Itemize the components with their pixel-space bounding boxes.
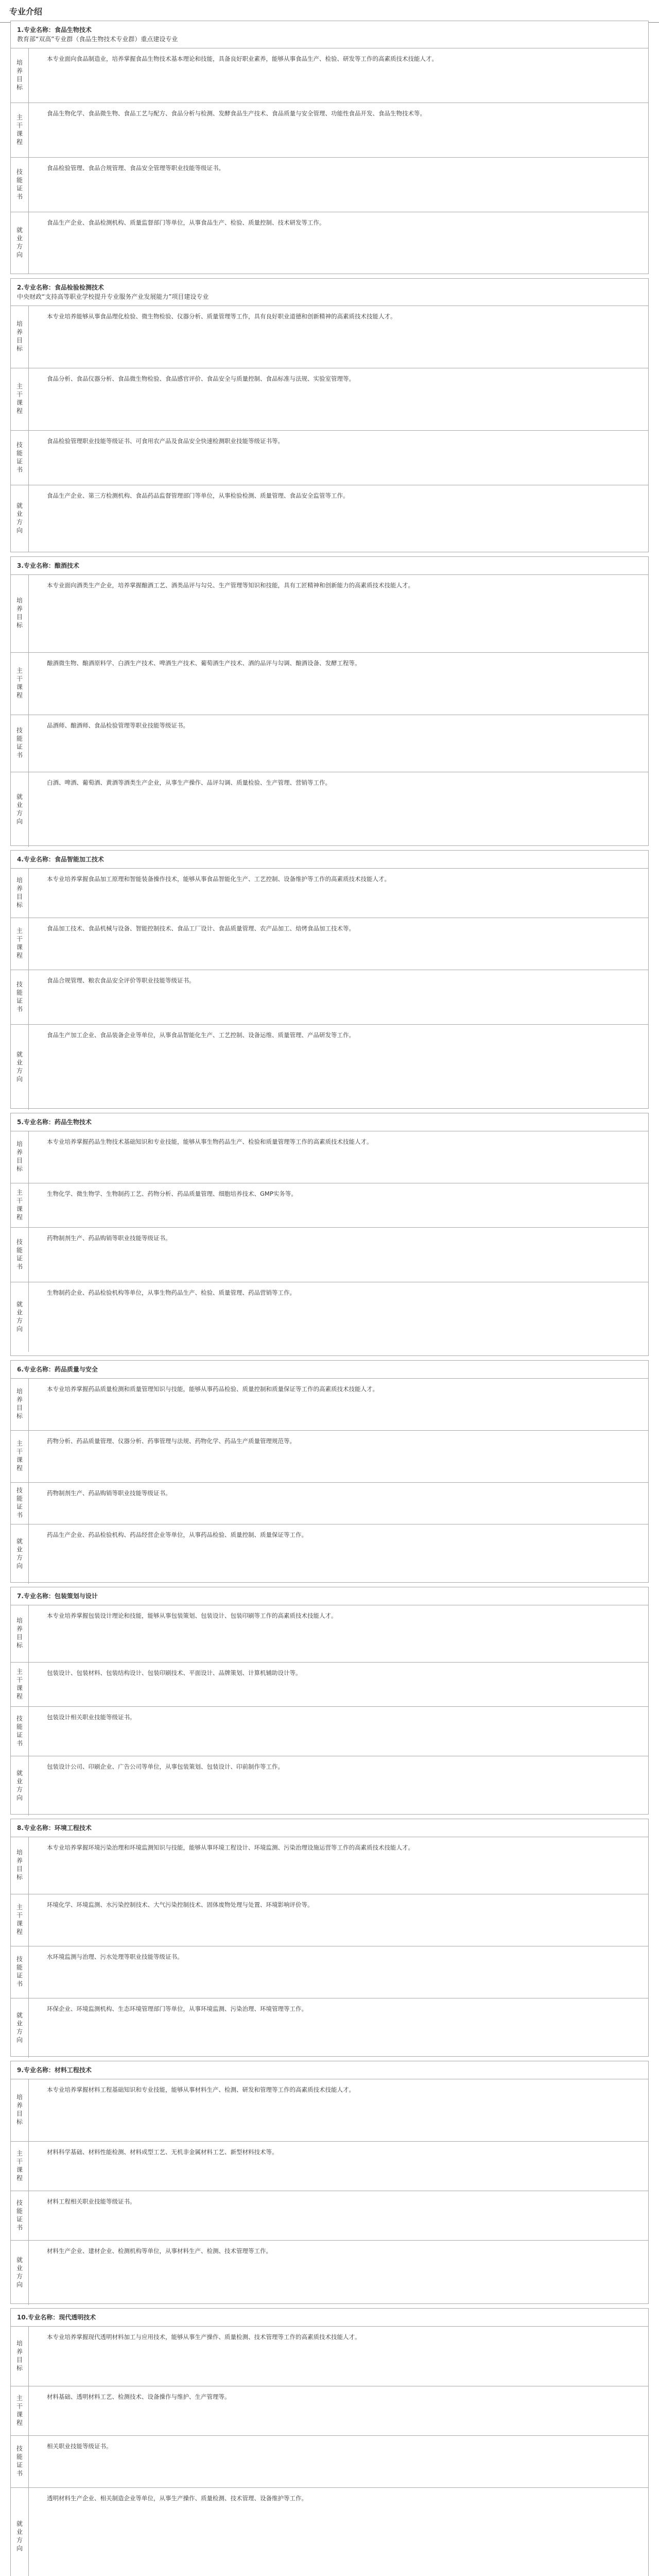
- label-courses: 主干课程: [11, 1431, 29, 1482]
- major-header: [11, 2061, 648, 2079]
- goal-text: 本专业培养掌握药品质量检测和质量管理知识与技能，能够从事药品检验、质量控制和质量保证等工作的高素质技术技能人才。: [47, 1385, 378, 1393]
- courses-text: 食品生物化学、食品微生物、食品工艺与配方、食品分析与检测、发酵食品生产技术、食品质量与安全管理、功能性食品开发、食品生物技术等。: [47, 110, 426, 117]
- major-name: 5.专业名称：药品生物技术: [17, 1118, 92, 1126]
- major-4: [10, 850, 649, 1109]
- label-certs: 技能证书: [11, 1946, 29, 1998]
- label-goal: 培养目标: [11, 1605, 29, 1662]
- major-header: [11, 1587, 648, 1605]
- certs-text: 材料工程相关职业技能等级证书。: [47, 2198, 136, 2205]
- label-goal: 培养目标: [11, 1837, 29, 1894]
- label-jobs: 就业方向: [11, 1282, 29, 1352]
- major-6: [10, 1360, 649, 1583]
- jobs-text: 材料生产企业、建材企业、检测机构等单位，从事材料生产、检测、技术管理等工作。: [47, 2247, 272, 2255]
- label-certs: 技能证书: [11, 431, 29, 485]
- certs-text: 包装设计相关职业技能等级证书。: [47, 1714, 136, 1721]
- label-goal: 培养目标: [11, 1131, 29, 1183]
- major-header: [11, 1113, 648, 1131]
- certs-text: 药物制剂生产、药品购销等职业技能等级证书。: [47, 1234, 171, 1242]
- certs-text: 食品合规管理、粮农食品安全评价等职业技能等级证书。: [47, 977, 195, 984]
- goal-text: 本专业培养掌握食品加工原理和智能装备操作技术，能够从事食品智能化生产、工艺控制、设备维护等工作的高素质技术技能人才。: [47, 875, 390, 883]
- jobs-text: 透明材料生产企业、相关制造企业等单位，从事生产操作、质量检测、技术管理、设备维护等工作。: [47, 2495, 307, 2502]
- label-goal: 培养目标: [11, 869, 29, 918]
- courses-text: 材料科学基础、材料性能检测、材料成型工艺、无机非金属材料工艺、新型材料技术等。: [47, 2148, 278, 2156]
- label-certs: 技能证书: [11, 1483, 29, 1524]
- courses-text: 生物化学、微生物学、生物制药工艺、药物分析、药品质量管理、细胞培养技术、GMP实务等。: [47, 1190, 297, 1197]
- courses-text: 食品分析、食品仪器分析、食品微生物检验、食品感官评价、食品安全与质量控制、食品标准与法规、实验室管理等。: [47, 375, 355, 382]
- label-jobs: 就业方向: [11, 1998, 29, 2058]
- goal-text: 本专业培养掌握环境污染治理和环境监测知识与技能，能够从事环境工程设计、环境监测、污染治理设施运营等工作的高素质技术技能人才。: [47, 1844, 414, 1851]
- goal-text: 本专业培养掌握材料工程基础知识和专业技能，能够从事材料生产、检测、研发和管理等工作的高素质技术技能人才。: [47, 2086, 355, 2093]
- major-7: [10, 1587, 649, 1815]
- major-header: [11, 279, 648, 306]
- label-courses: 主干课程: [11, 653, 29, 715]
- major-header: [11, 2309, 648, 2327]
- label-jobs: 就业方向: [11, 1756, 29, 1816]
- major-header: [11, 1819, 648, 1837]
- goal-text: 本专业面向酒类生产企业，培养掌握酿酒工艺、酒类品评与勾兑、生产管理等知识和技能，具有工匠精神和创新能力的高素质技术技能人才。: [47, 582, 414, 589]
- major-header: [11, 1361, 648, 1379]
- label-courses: 主干课程: [11, 1663, 29, 1706]
- major-header: [11, 557, 648, 575]
- jobs-text: 包装设计公司、印刷企业、广告公司等单位，从事包装策划、包装设计、印前制作等工作。: [47, 1763, 284, 1770]
- page-title: 专业介绍: [0, 0, 659, 23]
- certs-text: 水环境监测与治理、污水处理等职业技能等级证书。: [47, 1953, 183, 1960]
- label-certs: 技能证书: [11, 2191, 29, 2240]
- major-8: [10, 1819, 649, 2057]
- label-certs: 技能证书: [11, 158, 29, 212]
- major-name: 7.专业名称：包装策划与设计: [17, 1592, 98, 1600]
- goal-text: 本专业培养掌握药品生物技术基础知识和专业技能，能够从事生物药品生产、检验和质量管理等工作的高素质技术技能人才。: [47, 1138, 373, 1145]
- jobs-text: 药品生产企业、药品检验机构、药品经营企业等单位，从事药品检验、质量控制、质量保证等工作。: [47, 1531, 307, 1538]
- major-name: 10.专业名称：现代透明技术: [17, 2314, 96, 2321]
- label-jobs: 就业方向: [11, 772, 29, 847]
- jobs-text: 白酒、啤酒、葡萄酒、黄酒等酒类生产企业，从事生产操作、品评勾调、质量检验、生产管理、营销等工作。: [47, 779, 331, 786]
- certs-text: 食品检验管理、食品合规管理、食品安全管理等职业技能等级证书。: [47, 164, 224, 172]
- label-certs: 技能证书: [11, 1228, 29, 1282]
- label-courses: 主干课程: [11, 1894, 29, 1946]
- jobs-text: 生物制药企业、药品检验机构等单位，从事生物药品生产、检验、质量管理、药品营销等工作。: [47, 1289, 296, 1296]
- courses-text: 酿酒微生物、酿酒原料学、白酒生产技术、啤酒生产技术、葡萄酒生产技术、酒的品评与勾调、酿酒设备、发酵工程等。: [47, 659, 361, 667]
- label-goal: 培养目标: [11, 306, 29, 368]
- label-goal: 培养目标: [11, 2079, 29, 2141]
- major-list: [10, 21, 649, 2576]
- jobs-text: 食品生产企业、食品检测机构、质量监督部门等单位，从事食品生产、检验、质量控制、技术研发等工作。: [47, 219, 325, 226]
- major-name: 1.专业名称：食品生物技术: [17, 26, 92, 33]
- jobs-text: 环保企业、环境监测机构、生态环境管理部门等单位，从事环境监测、污染治理、环境管理等工作。: [47, 2005, 307, 2012]
- jobs-text: 食品生产加工企业、食品装备企业等单位，从事食品智能化生产、工艺控制、设备运维、质量管理、产品研发等工作。: [47, 1031, 355, 1039]
- courses-text: 药物分析、药品质量管理、仪器分析、药事管理与法规、药物化学、药品生产质量管理规范等。: [47, 1437, 296, 1445]
- label-goal: 培养目标: [11, 575, 29, 652]
- goal-text: 本专业培养掌握包装设计理论和技能，能够从事包装策划、包装设计、包装印刷等工作的高素质技术技能人才。: [47, 1612, 337, 1619]
- label-jobs: 就业方向: [11, 2241, 29, 2305]
- goal-text: 本专业培养能够从事食品理化检验、微生物检验、仪器分析、质量管理等工作，具有良好职业道德和创新精神的高素质技术技能人才。: [47, 313, 396, 320]
- label-goal: 培养目标: [11, 48, 29, 103]
- goal-text: 本专业培养掌握现代透明材料加工与应用技术，能够从事生产操作、质量检测、技术管理等工作的高素质技术技能人才。: [47, 2333, 361, 2341]
- certs-text: 品酒师、酿酒师、食品检验管理等职业技能等级证书。: [47, 722, 189, 729]
- label-courses: 主干课程: [11, 2142, 29, 2191]
- label-certs: 技能证书: [11, 1707, 29, 1756]
- label-courses: 主干课程: [11, 2386, 29, 2435]
- major-1: [10, 21, 649, 274]
- label-certs: 技能证书: [11, 2436, 29, 2487]
- major-3: [10, 556, 649, 846]
- certs-text: 食品检验管理职业技能等级证书、可食用农产品及食品安全快速检测职业技能等级证书等。: [47, 437, 284, 445]
- major-name: 9.专业名称：材料工程技术: [17, 2066, 92, 2074]
- major-name: 8.专业名称：环境工程技术: [17, 1824, 92, 1832]
- label-jobs: 就业方向: [11, 212, 29, 274]
- courses-text: 食品加工技术、食品机械与设备、智能控制技术、食品工厂设计、食品质量管理、农产品加工、焙烤食品加工技术等。: [47, 925, 355, 932]
- label-jobs: 就业方向: [11, 1524, 29, 1584]
- jobs-text: 食品生产企业、第三方检测机构、食品药品监督管理部门等单位，从事检验检测、质量管理、食品安全监管等工作。: [47, 492, 349, 499]
- label-courses: 主干课程: [11, 103, 29, 157]
- major-subtitle: 教育部“双高”专业群（食品生物技术专业群）重点建设专业: [17, 36, 178, 43]
- major-10: [10, 2308, 649, 2576]
- major-subtitle: 中央财政“支持高等职业学校提升专业服务产业发展能力”项目建设专业: [17, 293, 209, 300]
- courses-text: 材料基础、透明材料工艺、检测技术、设备操作与维护、生产管理等。: [47, 2393, 231, 2400]
- major-header: [11, 21, 648, 48]
- major-name: 6.专业名称：药品质量与安全: [17, 1366, 98, 1373]
- goal-text: 本专业面向食品制造业，培养掌握食品生物技术基本理论和技能，具备良好职业素养，能够从事食品生产、检验、研发等工作的高素质技术技能人才。: [47, 55, 438, 62]
- label-jobs: 就业方向: [11, 2488, 29, 2576]
- label-certs: 技能证书: [11, 715, 29, 772]
- label-jobs: 就业方向: [11, 485, 29, 552]
- major-name: 2.专业名称：食品检验检测技术: [17, 284, 104, 291]
- certs-text: 相关职业技能等级证书。: [47, 2443, 112, 2450]
- certs-text: 药物制剂生产、药品购销等职业技能等级证书。: [47, 1489, 171, 1497]
- courses-text: 包装设计、包装材料、包装结构设计、包装印刷技术、平面设计、品牌策划、计算机辅助设计等。: [47, 1669, 302, 1676]
- major-header: [11, 851, 648, 869]
- label-courses: 主干课程: [11, 918, 29, 970]
- label-jobs: 就业方向: [11, 1025, 29, 1110]
- courses-text: 环境化学、环境监测、水污染控制技术、大气污染控制技术、固体废物处理与处置、环境影响评价等。: [47, 1901, 314, 1908]
- major-5: [10, 1113, 649, 1356]
- major-9: [10, 2061, 649, 2304]
- major-name: 3.专业名称：酿酒技术: [17, 562, 79, 569]
- label-courses: 主干课程: [11, 1183, 29, 1227]
- major-name: 4.专业名称：食品智能加工技术: [17, 856, 104, 863]
- label-goal: 培养目标: [11, 2327, 29, 2386]
- major-2: [10, 278, 649, 552]
- label-courses: 主干课程: [11, 368, 29, 430]
- label-certs: 技能证书: [11, 970, 29, 1024]
- label-goal: 培养目标: [11, 1379, 29, 1430]
